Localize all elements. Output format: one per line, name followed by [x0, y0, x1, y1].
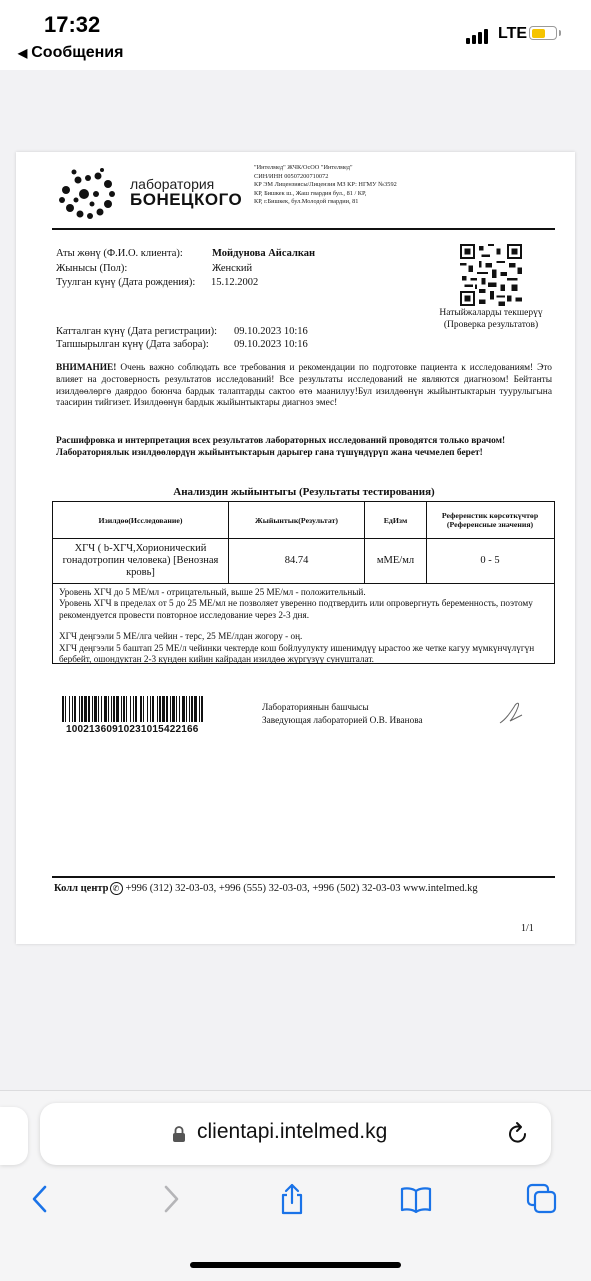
- comment-spacer: [59, 621, 551, 631]
- collection-date-value: 09.10.2023 10:16: [234, 339, 308, 350]
- test-name-cell: ХГЧ ( b-ХГЧ,Хорионический гонадотропин человека) [Венозная кровь]: [53, 538, 229, 583]
- lock-icon: [172, 1125, 186, 1143]
- call-center-phones: +996 (312) 32-03-03, +996 (555) 32-03-03, +996 (502) 32-03-03 www.intelmed.kg: [125, 882, 478, 894]
- client-name-label: Аты жөнү (Ф.И.О. клиента):: [56, 248, 183, 259]
- share-icon[interactable]: [276, 1183, 308, 1215]
- footer-divider: [52, 876, 555, 878]
- back-app-label: Сообщения: [31, 44, 124, 61]
- lab-logo-icon: [56, 164, 122, 222]
- notice-paragraph: [56, 363, 552, 410]
- collection-date-row: [56, 339, 308, 350]
- company-details: [254, 164, 464, 207]
- tabs-icon[interactable]: [526, 1183, 558, 1215]
- reload-icon[interactable]: [506, 1121, 530, 1147]
- address-bar[interactable]: [40, 1103, 551, 1165]
- company-line: "Интелмед" ЖЧК/ОсОО "Интелмед": [254, 164, 353, 171]
- notice-text: Очень важно соблюдать все требования и рекомендации по подготовке пациента к исследованиям! Это влияет на достоверность результатов исследований! Все результаты исследований не являются диагнозом! Бейтанты изилдөөлөргө даярдоо боюнча бардык талаптарды сактоо өтө маанилуу!Бул изилдөөнүн жыйынтыктарын туурулыгына таасирин тийгизет. Изилдөөнүн бардык жыйынтыктары диагноз эмес!: [56, 363, 552, 409]
- status-bar: [0, 0, 591, 70]
- dob-label: Туулган күнү (Дата рождения):: [56, 277, 196, 288]
- registration-date-row: [56, 326, 308, 337]
- table-header-row: [53, 502, 554, 539]
- company-line: КР ЭМ Лицензиясы/Лицензия МЗ КР: НГМУ №3592: [254, 181, 397, 189]
- sex-row: [56, 263, 252, 274]
- company-line: КР, Бишкек ш., Жаш гвардия бул., 81 / КР,: [254, 189, 367, 197]
- registration-date-value: 09.10.2023 10:16: [234, 326, 308, 337]
- browser-bottom-bar: [0, 1090, 591, 1281]
- lab-head-title: Лабораториянын башчысы: [262, 703, 369, 713]
- company-line: СИН/ИНН 00507200710072: [254, 172, 329, 180]
- company-line: КР, г.Бишкек, бул.Молодой гвардии, 81: [254, 198, 359, 206]
- interpretation-notice-ru: Расшифровка и интерпретация всех результатов лабораторных исследований проводятся только врачом!: [56, 436, 506, 446]
- comment-line: Уровень ХГЧ до 5 МЕ/мл - отрицательный, выше 25 МЕ/мл - положительный.: [59, 587, 366, 597]
- page-number: 1/1: [521, 923, 534, 934]
- forward-icon[interactable]: [154, 1183, 186, 1215]
- interpretation-notice: [56, 436, 552, 460]
- collection-date-label: Тапшырылган күнү (Дата забора):: [56, 339, 209, 350]
- comment-line: ХГЧ деңгээли 5 МЕ/лга чейин - терс, 25 МЕ/лдан жогору - оң.: [59, 631, 303, 642]
- lab-report-page: [16, 152, 575, 944]
- status-time: 17:32: [44, 12, 101, 37]
- dob-row: [56, 277, 258, 288]
- logo-text-line1: лаборатория: [130, 176, 215, 192]
- back-triangle-icon: ◀: [18, 46, 28, 60]
- sex-value: Женский: [212, 263, 253, 274]
- reference-range-cell: 0 - 5: [480, 555, 500, 566]
- table-header-cell: Изилдөө(Исследование): [53, 502, 229, 538]
- barcode-number: 10021360910231015422166: [66, 724, 199, 735]
- notice-heading: ВНИМАНИЕ!: [56, 363, 117, 373]
- call-center-label: Колл центр: [54, 882, 109, 894]
- sex-label: Жынысы (Пол):: [56, 263, 128, 274]
- bookmarks-icon[interactable]: [400, 1183, 432, 1215]
- qr-caption: Натыйжаларды текшерүү (Проверка результатов): [439, 308, 543, 330]
- cellular-signal-icon: [466, 26, 490, 44]
- table-header-cell: Референстик көрсөткүчтөр (Референсные значения): [441, 511, 539, 529]
- client-name-value: Мойдунова Айсалкан: [212, 248, 316, 259]
- table-header-cell: Жыйынтык(Результат): [229, 502, 365, 538]
- home-indicator: [190, 1262, 401, 1268]
- back-icon[interactable]: [25, 1183, 57, 1215]
- unit-cell: мМЕ/мл: [365, 538, 427, 583]
- client-name-row: [56, 248, 315, 259]
- registration-date-label: Катталган күнү (Дата регистрации):: [56, 326, 218, 337]
- table-header-cell: ЕдИзм: [365, 502, 427, 538]
- result-comments: [59, 587, 551, 665]
- result-value-cell: 84.74: [229, 538, 365, 583]
- url-text: clientapi.intelmed.kg: [197, 1120, 388, 1143]
- previous-tab-preview[interactable]: [0, 1107, 28, 1165]
- lab-head-block: [262, 702, 423, 728]
- table-row: [53, 538, 554, 584]
- header-divider: [52, 228, 555, 230]
- logo-text-line2: БОНЕЦКОГО: [130, 190, 243, 209]
- barcode-icon: [62, 696, 204, 722]
- comment-line: ХГЧ деңгээли 5 баштап 25 МЕ/л чейинки чектерде кош бойлуулукту ишенимдүү ырастоо же четке кагуу мүмкүнчүлүгүн бербейт, ошондуктан 2-3 күндөн кийин кайрадан изилдөө жүргүзүү сунушталат.: [59, 642, 535, 665]
- lab-head-name: Заведующая лабораторией О.В. Иванова: [262, 716, 423, 726]
- interpretation-notice-ky: Лабораториялык изилдөөлөрдүн жыйынтыктарын дарыгер гана түшүндүрүп жана чечмелеп берет!: [56, 447, 483, 458]
- network-type: LTE: [498, 25, 528, 42]
- battery-tip: [559, 30, 561, 36]
- signature-icon: [496, 697, 526, 727]
- results-title: Анализдин жыйынтыгы (Результаты тестирования): [173, 486, 435, 498]
- back-to-app-link[interactable]: [18, 44, 123, 62]
- results-table: [52, 501, 555, 664]
- battery-icon: [529, 26, 557, 40]
- phone-icon: ✆: [110, 882, 123, 895]
- comment-line: Уровень ХГЧ в пределах от 5 до 25 МЕ/мл не позволяет уверенно подтвердить или опровергнуть беременность, поэтому рекомендуется провести повторное исследование через 2-3 дня.: [59, 598, 533, 620]
- call-center-line: [54, 882, 478, 895]
- qr-code-icon[interactable]: [460, 244, 522, 306]
- dob-value: 15.12.2002: [211, 277, 259, 288]
